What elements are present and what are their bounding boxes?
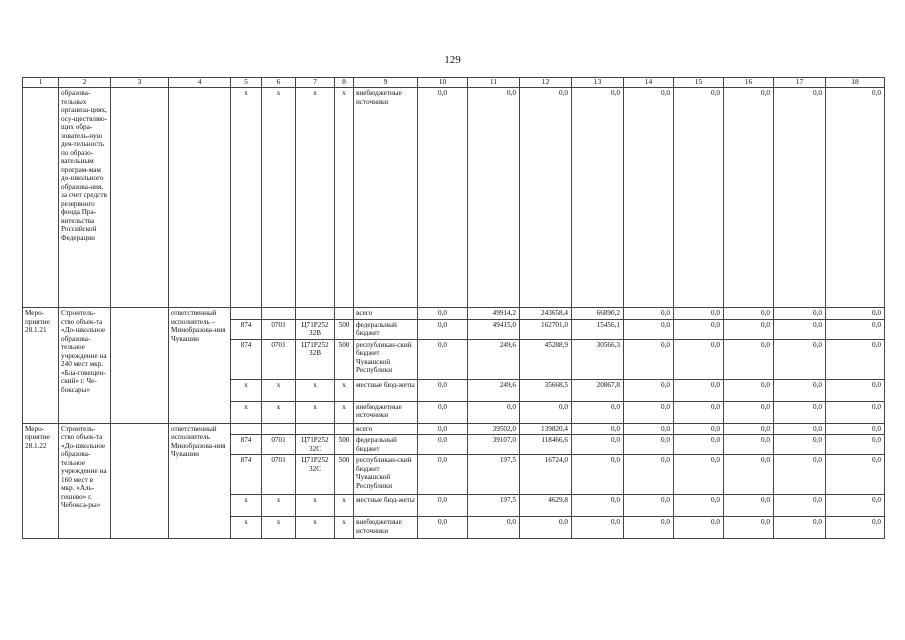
responsible-executor: ответственный исполнитель Минобразова-ния Чувашии xyxy=(169,423,231,539)
col-header: 8 xyxy=(335,78,354,88)
value-cell: 0,0 xyxy=(724,88,774,308)
cell: x xyxy=(231,401,262,423)
value-cell: 0,0 xyxy=(826,401,885,423)
funding-source: федеральный бюджет xyxy=(354,435,418,455)
col-header: 4 xyxy=(169,78,231,88)
cell xyxy=(262,423,296,435)
col-header: 5 xyxy=(231,78,262,88)
cell: 500 xyxy=(335,455,354,495)
value-cell: 0,0 xyxy=(468,88,520,308)
col-header: 16 xyxy=(724,78,774,88)
funding-source: внебюджетные источники xyxy=(354,401,418,423)
cell xyxy=(23,88,59,308)
table-row xyxy=(23,88,885,308)
cell: 0701 xyxy=(262,435,296,455)
col-header: 1 xyxy=(23,78,59,88)
value-cell: 0,0 xyxy=(724,423,774,435)
cell: x xyxy=(262,517,296,539)
activity-description: Строитель-ство объек-та «До-школьное образова-тельное учреждение на 240 мест мкр. «Бла-говещен-ский» г. Че-боксары» xyxy=(59,308,111,424)
cell: 874 xyxy=(231,435,262,455)
value-cell: 0,0 xyxy=(826,435,885,455)
cell: x xyxy=(296,88,335,308)
funding-source: всего xyxy=(354,423,418,435)
cell xyxy=(335,423,354,435)
value-cell: 139820,4 xyxy=(520,423,572,435)
value-cell: 118466,6 xyxy=(520,435,572,455)
value-cell: 0,0 xyxy=(826,339,885,379)
value-cell: 0,0 xyxy=(624,517,674,539)
value-cell: 39107,0 xyxy=(468,435,520,455)
value-cell: 0,0 xyxy=(418,401,468,423)
value-cell: 0,0 xyxy=(674,379,724,401)
value-cell: 0,0 xyxy=(774,435,826,455)
value-cell: 0,0 xyxy=(624,435,674,455)
value-cell: 30566,3 xyxy=(572,339,624,379)
value-cell: 0,0 xyxy=(674,339,724,379)
cell: x xyxy=(335,495,354,517)
value-cell: 0,0 xyxy=(572,88,624,308)
col-header: 12 xyxy=(520,78,572,88)
cell: 874 xyxy=(231,319,262,339)
value-cell: 0,0 xyxy=(418,88,468,308)
value-cell: 49914,2 xyxy=(468,308,520,320)
budget-table xyxy=(22,77,885,539)
col-header: 10 xyxy=(418,78,468,88)
value-cell: 0,0 xyxy=(674,517,724,539)
activity-number: Меро-приятие 28.1.22 xyxy=(23,423,59,539)
cell: x xyxy=(296,495,335,517)
activity-number: Меро-приятие 28.1.21 xyxy=(23,308,59,424)
value-cell: 0,0 xyxy=(826,517,885,539)
value-cell: 66890,2 xyxy=(572,308,624,320)
cell xyxy=(111,88,169,308)
cell: x xyxy=(296,401,335,423)
value-cell: 162701,0 xyxy=(520,319,572,339)
col-header: 9 xyxy=(354,78,418,88)
cell: x xyxy=(262,88,296,308)
cell: x xyxy=(262,379,296,401)
value-cell: 0,0 xyxy=(674,319,724,339)
cell: Ц71Р252 32В xyxy=(296,339,335,379)
value-cell: 0,0 xyxy=(418,379,468,401)
funding-source: республикан-ский бюджет Чувашской Республики xyxy=(354,339,418,379)
activity-description: образова-тельных организа-циях, осу-ществляю-щих обра-зователь-ную дея-тельность по образо-вательным програм-мам до-школьного образова-ния, за счет средств резервного фонда Пра-вительства Российской Федерации xyxy=(59,88,111,308)
cell: 500 xyxy=(335,435,354,455)
value-cell: 0,0 xyxy=(624,401,674,423)
value-cell: 0,0 xyxy=(826,319,885,339)
value-cell: 0,0 xyxy=(520,88,572,308)
value-cell: 0,0 xyxy=(418,517,468,539)
value-cell: 0,0 xyxy=(774,319,826,339)
value-cell: 0,0 xyxy=(624,339,674,379)
value-cell: 0,0 xyxy=(724,435,774,455)
cell: 0701 xyxy=(262,455,296,495)
value-cell: 0,0 xyxy=(826,423,885,435)
value-cell: 197,5 xyxy=(468,495,520,517)
col-header: 13 xyxy=(572,78,624,88)
cell: x xyxy=(262,495,296,517)
value-cell: 0,0 xyxy=(624,455,674,495)
value-cell: 0,0 xyxy=(572,455,624,495)
value-cell: 0,0 xyxy=(724,455,774,495)
funding-source: местные бюд-жеты xyxy=(354,379,418,401)
table-row xyxy=(23,308,885,320)
value-cell: 0,0 xyxy=(774,495,826,517)
cell xyxy=(111,308,169,424)
value-cell: 0,0 xyxy=(418,423,468,435)
cell: x xyxy=(231,88,262,308)
cell: x xyxy=(335,517,354,539)
value-cell: 249,6 xyxy=(468,339,520,379)
cell: 0701 xyxy=(262,339,296,379)
value-cell: 0,0 xyxy=(418,339,468,379)
cell: Ц71Р252 32В xyxy=(296,319,335,339)
value-cell: 39502,0 xyxy=(468,423,520,435)
value-cell: 0,0 xyxy=(674,308,724,320)
value-cell: 4629,8 xyxy=(520,495,572,517)
cell: 500 xyxy=(335,319,354,339)
header-row xyxy=(23,78,885,88)
col-header: 7 xyxy=(296,78,335,88)
value-cell: 20867,8 xyxy=(572,379,624,401)
value-cell: 35668,5 xyxy=(520,379,572,401)
value-cell: 0,0 xyxy=(826,455,885,495)
cell xyxy=(231,308,262,320)
value-cell: 0,0 xyxy=(674,455,724,495)
table-row xyxy=(23,423,885,435)
value-cell: 0,0 xyxy=(572,423,624,435)
value-cell: 0,0 xyxy=(418,308,468,320)
funding-source: местные бюд-жеты xyxy=(354,495,418,517)
value-cell: 0,0 xyxy=(774,88,826,308)
col-header: 18 xyxy=(826,78,885,88)
value-cell: 0,0 xyxy=(624,495,674,517)
value-cell: 0,0 xyxy=(724,319,774,339)
col-header: 17 xyxy=(774,78,826,88)
value-cell: 0,0 xyxy=(418,495,468,517)
cell: x xyxy=(335,88,354,308)
col-header: 6 xyxy=(262,78,296,88)
cell xyxy=(262,308,296,320)
cell xyxy=(169,88,231,308)
value-cell: 0,0 xyxy=(826,495,885,517)
value-cell: 0,0 xyxy=(724,379,774,401)
value-cell: 0,0 xyxy=(572,495,624,517)
value-cell: 0,0 xyxy=(826,308,885,320)
cell: x xyxy=(296,379,335,401)
value-cell: 0,0 xyxy=(774,379,826,401)
value-cell: 0,0 xyxy=(624,319,674,339)
col-header: 11 xyxy=(468,78,520,88)
cell: 500 xyxy=(335,339,354,379)
value-cell: 0,0 xyxy=(724,495,774,517)
cell xyxy=(111,423,169,539)
funding-source: республикан-ский бюджет Чувашской Республики xyxy=(354,455,418,495)
cell xyxy=(296,308,335,320)
value-cell: 0,0 xyxy=(724,517,774,539)
funding-source: федеральный бюджет xyxy=(354,319,418,339)
cell: 874 xyxy=(231,339,262,379)
value-cell: 0,0 xyxy=(724,308,774,320)
value-cell: 0,0 xyxy=(826,379,885,401)
value-cell: 0,0 xyxy=(572,517,624,539)
value-cell: 0,0 xyxy=(520,517,572,539)
value-cell: 0,0 xyxy=(724,401,774,423)
col-header: 2 xyxy=(59,78,111,88)
value-cell: 0,0 xyxy=(826,88,885,308)
value-cell: 0,0 xyxy=(624,88,674,308)
value-cell: 0,0 xyxy=(418,455,468,495)
value-cell: 0,0 xyxy=(674,495,724,517)
funding-source: всего xyxy=(354,308,418,320)
value-cell: 197,5 xyxy=(468,455,520,495)
value-cell: 0,0 xyxy=(774,423,826,435)
value-cell: 16724,0 xyxy=(520,455,572,495)
col-header: 3 xyxy=(111,78,169,88)
cell xyxy=(335,308,354,320)
value-cell: 0,0 xyxy=(774,308,826,320)
value-cell: 0,0 xyxy=(674,401,724,423)
cell: x xyxy=(335,401,354,423)
value-cell: 0,0 xyxy=(468,401,520,423)
cell: x xyxy=(335,379,354,401)
page-number: 129 xyxy=(444,54,461,66)
funding-source: внебюджетные источники xyxy=(354,517,418,539)
value-cell: 0,0 xyxy=(674,423,724,435)
cell: 874 xyxy=(231,455,262,495)
value-cell: 0,0 xyxy=(572,401,624,423)
value-cell: 15456,1 xyxy=(572,319,624,339)
value-cell: 45288,9 xyxy=(520,339,572,379)
activity-description: Строитель-ство объек-та «До-школьное образова-тельное учреждение на 160 мест в мкр. «Аль-гешево» г. Чебокса-ры» xyxy=(59,423,111,539)
cell: x xyxy=(296,517,335,539)
cell: Ц71Р252 32С xyxy=(296,455,335,495)
value-cell: 0,0 xyxy=(774,455,826,495)
col-header: 15 xyxy=(674,78,724,88)
cell xyxy=(231,423,262,435)
cell: 0701 xyxy=(262,319,296,339)
value-cell: 0,0 xyxy=(624,423,674,435)
value-cell: 0,0 xyxy=(724,339,774,379)
cell: Ц71Р252 32С xyxy=(296,435,335,455)
cell: x xyxy=(231,379,262,401)
value-cell: 0,0 xyxy=(468,517,520,539)
value-cell: 0,0 xyxy=(774,339,826,379)
cell xyxy=(296,423,335,435)
value-cell: 0,0 xyxy=(572,435,624,455)
value-cell: 0,0 xyxy=(520,401,572,423)
value-cell: 0,0 xyxy=(774,401,826,423)
value-cell: 0,0 xyxy=(674,435,724,455)
value-cell: 0,0 xyxy=(774,517,826,539)
col-header: 14 xyxy=(624,78,674,88)
value-cell: 0,0 xyxy=(418,319,468,339)
value-cell: 0,0 xyxy=(624,308,674,320)
responsible-executor: ответственный исполнитель – Минобразова-ния Чувашии xyxy=(169,308,231,424)
cell: x xyxy=(262,401,296,423)
cell: x xyxy=(231,517,262,539)
value-cell: 0,0 xyxy=(624,379,674,401)
value-cell: 243658,4 xyxy=(520,308,572,320)
cell: x xyxy=(231,495,262,517)
value-cell: 49415,0 xyxy=(468,319,520,339)
value-cell: 0,0 xyxy=(674,88,724,308)
value-cell: 0,0 xyxy=(418,435,468,455)
funding-source: внебюджетные источники xyxy=(354,88,418,308)
value-cell: 249,6 xyxy=(468,379,520,401)
